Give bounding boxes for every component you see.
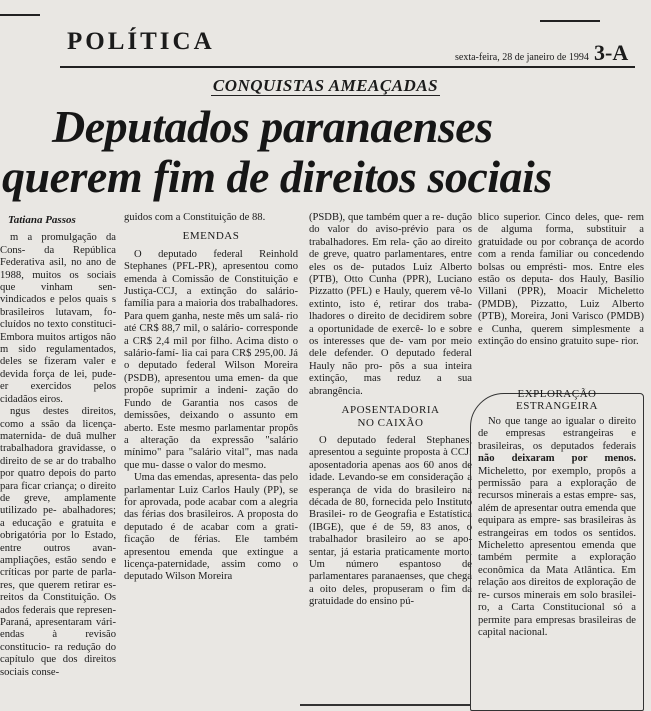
header-rule-left: [0, 14, 40, 16]
header-underline: [60, 66, 635, 68]
header-rule-right: [540, 20, 600, 22]
paragraph: (PSDB), que também quer a re- dução do valor do aviso-prévio para os trabalhadores. Em rela- ção ao direito de greve, quatro parlamentares, entre eles os de- putados Luiz Alberto (PTB), Otto Cunha (PPR), Luciano Pizzatto (PFL) e Hauly, querem vê-lo extinto, isto é, retirar dos traba- lhadores o direito de decidirem sobre a oportunidade de exercê- lo e sobre os interesses que de- vam por meio dele defender. O deputado federal Hauly não pro- põs a sua inteira extinção, mas reduz a sua abrangência.: [309, 212, 472, 397]
paragraph: Uma das emendas, apresenta- das pelo parlamentar Luiz Carlos Hauly (PP), se for aprovada, pode acabar com a alegria das férias dos brasileiros. A proposta do deputado é de acabar com a grati- ficação de férias. Ele também apresentou emenda que extingue a licença-paternidade, assim como o deputado Wilson Moreira: [124, 472, 298, 583]
paragraph: guidos com a Constituição de 88.: [124, 212, 266, 223]
article-column-2: [124, 212, 298, 710]
issue-date: sexta-feira, 28 de janeiro de 1994: [455, 52, 589, 63]
article-column-4: [478, 212, 644, 382]
subheading-emendas: EMENDAS: [182, 230, 240, 243]
bottom-tear-line: [300, 704, 470, 706]
box-text-bold: não deixaram por menos.: [478, 453, 636, 465]
article-column-1: [0, 212, 116, 710]
headline-line-2: querem fim de direitos sociais: [2, 151, 552, 202]
subheading-exploracao: EXPLORAÇÃO ESTRANGEIRA: [516, 388, 598, 412]
kicker: [0, 76, 651, 96]
section-title: POLÍTICA: [67, 28, 215, 55]
headline-line-1: Deputados paranaenses: [52, 101, 493, 152]
paragraph: [478, 416, 636, 639]
sidebar-box-text: [478, 388, 636, 708]
box-text-c: Micheletto, por exemplo, propôs a permissão para a exploração de recursos minerais a estas empre- sas, além de apresentar outra emenda que equipara as empre- sas brasileiras às estrangeiras em todos os sentidos. Micheletto apresentou emenda que também permite a exploração econômica da Mata Atlântica. Em relação aos direitos de exploração de re- cursos minerais em solo brasilei- ro, a Carta Constitucional só a permite para empresas brasileiras de capital nacional.: [478, 465, 636, 638]
paragraph: O deputado federal Stephanes, apresentou a seguinte proposta à CCJ: aposentadoria apenas aos 60 anos de idade. Levando-se em consideração a esperança de vida do brasileiro na década de 80, fornecida pelo Instituto Brasilei- ro de Geografia e Estatística (IBGE), que é de 59, 83 anos, o trabalhador brasileiro ao se apo- sentar, já estaria praticamente morto. Um número espantoso de parlamentares paranaenses, que chega a oito deles, propuseram o fim da gratuidade do ensino pú-: [309, 434, 472, 608]
paragraph: blico superior. Cinco deles, que- rem de alguma forma, substituir a gratuidade ou por cobrança de acordo com a renda familiar ou concedendo bolsas ou emprésti- mos. Entre eles estão os deputa- dos Hauly, Basílio Villani (PPR), Moacir Micheletto (PMDB), Pizzatto, Luiz Alberto (PTB), Moreira, Joni Varisco (PMDB) e Cunha, querem simplesmente a extinção do ensino gratuito supe- rior.: [478, 212, 644, 348]
paragraph: O deputado federal Reinhold Stephanes (PFL-PR), apresentou como emenda à Comissão de Constituição e Justiça-CCJ, a extinção do salário-família para a maioria dos trabalhadores. Para quem ganha, neste mês um salá- rio até CR$ 88,7 mil, o salário- corresponde a CR$ 2,4 mil por filho. Acima disto o salário-famí- lia cai para CR$ 295,00. Já o deputado federal Wilson Moreira (PSDB), apresentou uma emen- da que propõe suprimir a indeni- zação do Fundo de Garantia nos casos de demissões, deixando o assunto em aberto. Este mesmo parlamentar propôs a alteração da expressão "salário mínimo" para "salário vital", mas nada que mu- dasse o valor do mesmo.: [124, 248, 298, 471]
box-text-a: No que tange ao igualar o direito de empresas estrangeiras e brasileiras, os deputados federais: [478, 416, 636, 452]
paragraph: ngus destes direitos, como a ssão da licença-maternida- de duâ mulher trabalhadora gravidasse, o direito de se ar do trabalho por quatro depois do parto para ficar criança; o direito de greve, amplamente utilizado pe- abalhadores; a educação e gratuita e obrigatória por lo Estado, entre outros avan- ampliações, estão sendo e críticas por parte de parla- res, que querem retirar es- reitos da Constituição. Os ados federais que represen- Paraná, apresentaram vári- endas à revisão constitucio- ra redução do capítulo que dos direitos sociais conse-: [0, 406, 116, 678]
article-column-3: [309, 212, 472, 710]
page-number: 3-A: [594, 40, 629, 65]
subheading-aposentadoria: APOSENTADORIA NO CAIXÃO: [341, 404, 440, 429]
paragraph: m a promulgação da Cons- da República Federativa asil, no ano de 1988, muitos os sociais que vinham sen- vindicados e pelos quais s brasileiros lutavam, fo- cluídos no texto constituci- Embora muitos artigos não m sido regulamentados, deles se fizeram valer e devida força de lei, pude- er exercidos pelos cidadãos eiros.: [0, 232, 116, 405]
byline: Tatiana Passos: [8, 214, 76, 226]
kicker-text: CONQUISTAS AMEAÇADAS: [212, 76, 439, 95]
